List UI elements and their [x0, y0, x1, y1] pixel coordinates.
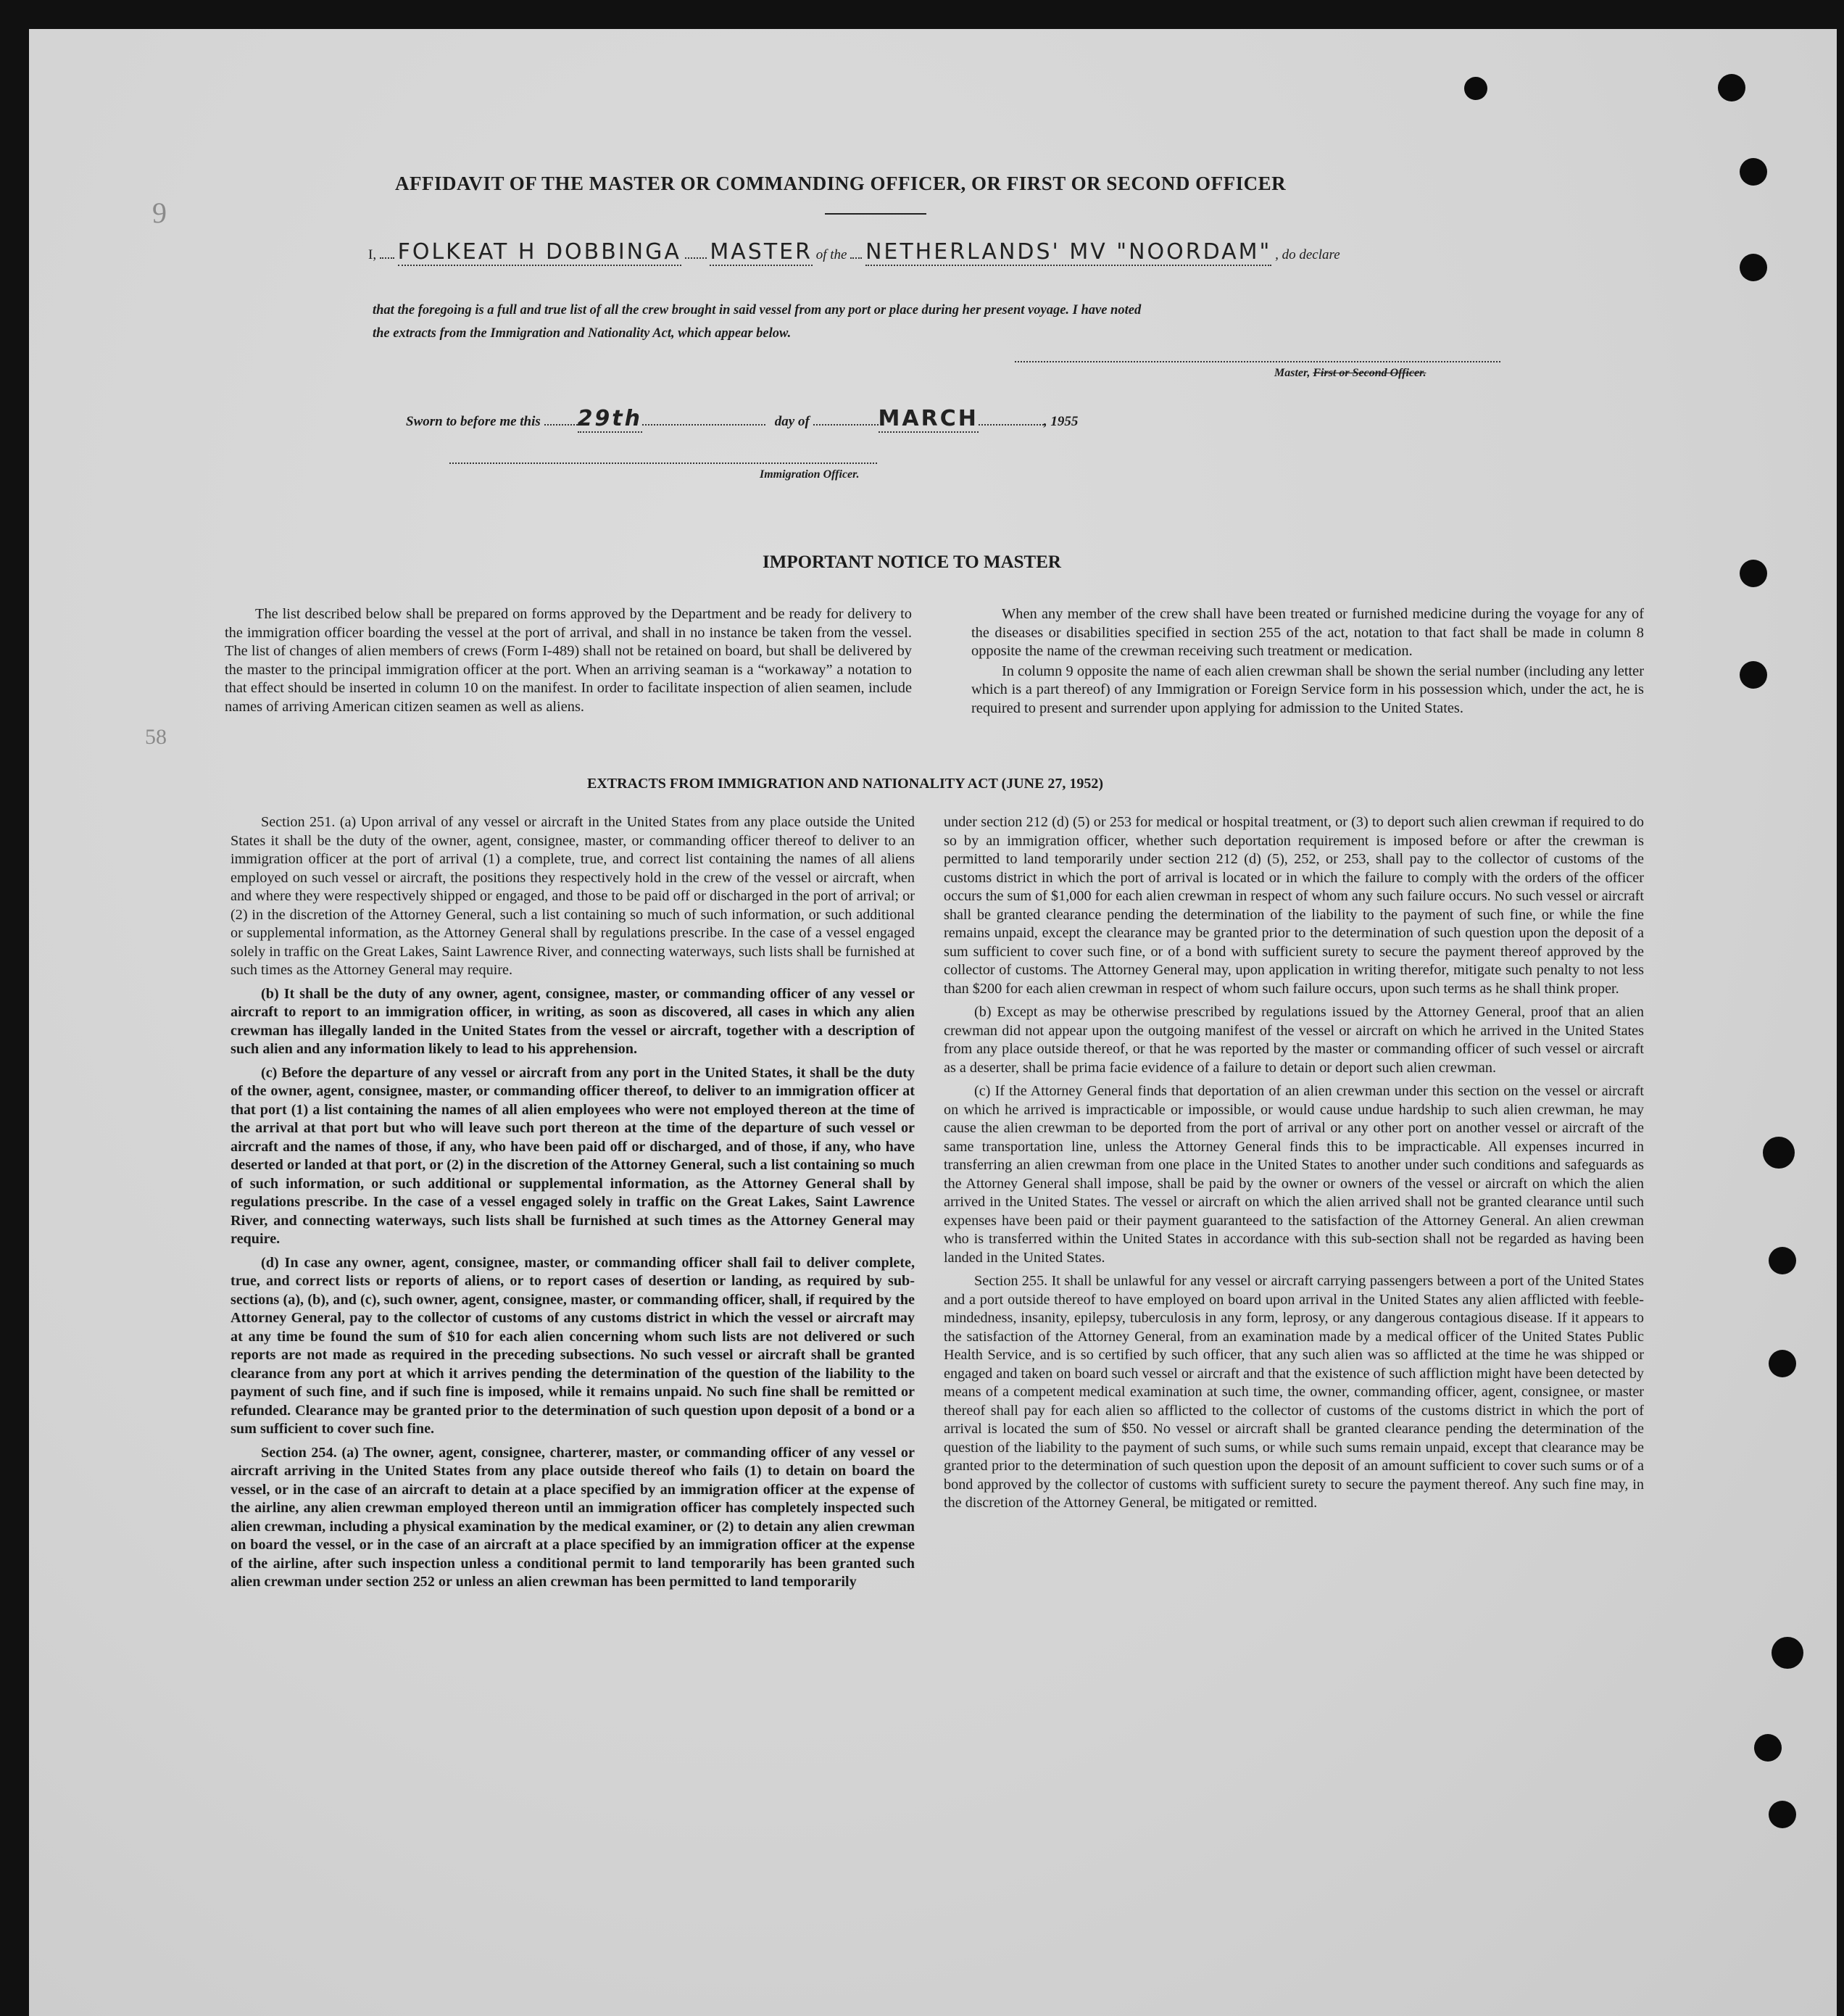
- extracts-right-column: [944, 813, 1644, 1513]
- punch-hole: [1740, 254, 1767, 281]
- punch-hole: [1763, 1137, 1795, 1169]
- sworn-line: [406, 406, 1078, 431]
- bleed-through-mark: 9: [152, 196, 167, 229]
- statement-line-1: that the foregoing is a full and true list of all the crew brought in said vessel from any port or place during her present voyage. I have noted: [373, 303, 1142, 318]
- punch-hole: [1464, 77, 1487, 100]
- extracts-left-column: [230, 813, 915, 1592]
- section-254-a-continued: under section 212 (d) (5) or 253 for medical or hospital treatment, or (3) to deport such alien crewman if required to do so by an immigration officer, whether such deportation requirement is imposed before or after the crewman is permitted to land temporarily under section 212 (d) (5), 252, or 253, shall pay to the collector of customs of the customs district in which the port of arrival is located or in which the failure to comply with the orders of the officer occurs the sum of $1,000 for each alien crewman in respect of whom any such failure occurs. No such vessel or aircraft shall be granted clearance pending the determination of the liability to the payment of such fine, or while the fine remains unpaid, except the clearance may be granted prior to the determination of such question upon the deposit of a sum sufficient to cover such fine, or of a bond with sufficient surety to secure the payment thereof approved by the collector of customs. The Attorney General may, upon application in writing therefor, mitigate such penalty to not less than $200 for each alien crewman in respect of whom such failure occurs, upon such terms as he shall think proper.: [944, 814, 1644, 997]
- punch-hole: [1772, 1637, 1803, 1669]
- notice-left-paragraph: The list described below shall be prepared on forms approved by the Department and be ready for delivery to the immigration officer boarding the vessel at the port of arrival, and shall in no instance be taken from the vessel. The list of changes of alien members of crews (Form I-489) shall not be retained on board, but shall be delivered by the master to the principal immigration officer at the port. When an arriving seaman is a “workaway” a notation to that effect should be inserted in column 10 on the manifest. In order to facilitate inspection of alien seamen, include names of arriving American citizen seamen as well as aliens.: [225, 606, 912, 715]
- caption-master: Master,: [1274, 367, 1311, 379]
- sworn-prefix: Sworn to before me this: [406, 414, 541, 429]
- caption-struck-officer: First or Second Officer.: [1313, 367, 1426, 379]
- punch-hole: [1754, 1734, 1782, 1762]
- declarant-name: FOLKEAT H DOBBINGA: [397, 239, 681, 265]
- notice-right-column: [971, 605, 1644, 718]
- do-declare-label: , do declare: [1275, 247, 1340, 262]
- declare-prefix: I,: [368, 247, 377, 262]
- master-signature-caption: [1274, 367, 1426, 380]
- statement-line-2: the extracts from the Immigration and Nationality Act, which appear below.: [373, 326, 792, 341]
- section-254-c: (c) If the Attorney General finds that deportation of an alien crewman under this section on the vessel or aircraft on which he arrived is impracticable or impossible, or would cause undue hardship to such alien crewman, he may cause the alien crewman to be deported from the port of arrival or any other port on another vessel or aircraft of the same transportation line, unless the Attorney General finds this to be impracticable. All expenses incurred in transferring an alien crewman from one place in the United States to another under such conditions and safeguards as the Attorney General shall impose, shall be paid by the owner or owners of the vessel or aircraft on which the alien arrived in the United States. The vessel or aircraft on which the alien arrived shall not be granted clearance until such expenses have been paid or their payment guaranteed to the satisfaction of the Attorney General. An alien crewman who is transferred within the United States in accordance with this sub-section shall not be regarded as having been landed in the United States.: [944, 1083, 1644, 1266]
- section-251-b: (b) It shall be the duty of any owner, agent, consignee, master, or commanding officer of any vessel or aircraft to report to an immigration officer, in writing, as soon as discovered, all cases in which any alien crewman has illegally landed in the United States from the vessel or aircraft, together with a description of such alien and any information likely to lead to his apprehension.: [230, 985, 915, 1057]
- punch-hole: [1718, 74, 1745, 101]
- punch-hole: [1740, 661, 1767, 689]
- extracts-title: EXTRACTS FROM IMMIGRATION AND NATIONALITY ACT (JUNE 27, 1952): [587, 776, 1104, 792]
- document-page: [29, 29, 1837, 2016]
- punch-hole: [1769, 1350, 1796, 1377]
- officer-signature-line: [449, 462, 877, 464]
- section-251-c: (c) Before the departure of any vessel or aircraft from any port in the United States, it shall be the duty of the owner, agent, consignee, master, or commanding officer thereof, to deliver to an immigration officer at that port (1) a list containing the names of all alien employees who were not employed thereon at the time of the arrival at that port but who will leave such port thereon at the time of the departure of such vessel or aircraft and the names of those, if any, who have been paid off or discharged, and of those, if any, who have deserted or landed at that port, or (2) in the discretion of the Attorney General, such a list containing so much of such information, or such additional or supplemental information, as the Attorney General shall by regulations prescribe. In the case of a vessel engaged solely in traffic on the Great Lakes, Saint Lawrence River, and connecting waterways, such lists shall be furnished at such times as the Attorney General may require.: [230, 1064, 915, 1247]
- notice-left-column: [225, 605, 912, 717]
- sworn-day: 29th: [577, 406, 643, 431]
- of-the-label: of the: [815, 247, 847, 262]
- officer-caption: Immigration Officer.: [760, 468, 860, 481]
- notice-right-paragraph-2: In column 9 opposite the name of each alien crewman shall be shown the serial number (including any letter which is a part thereof) of any Immigration or Foreign Service form in his possession which, under the act, he is required to present and surrender upon applying for admission to the United States.: [971, 663, 1644, 716]
- punch-hole: [1740, 158, 1767, 186]
- notice-right-paragraph-1: When any member of the crew shall have been treated or furnished medicine during the voyage for any of the diseases or disabilities specified in section 255 of the act, notation to that fact shall be made in column 8 opposite the name of the crewman receiving such treatment or medication.: [971, 606, 1644, 660]
- section-255: Section 255. It shall be unlawful for any vessel or aircraft carrying passengers between a port of the United States and a port outside thereof to have employed on board upon arrival in the United States any alien afflicted with feeble-mindedness, insanity, epilepsy, tuberculosis in any form, leprosy, or any dangerous contagious disease. If it appears to the satisfaction of the Attorney General, from an examination made by a medical officer of the United States Public Health Service, and is so certified by such officer, that any such alien was so afflicted at the time he was shipped or engaged and taken on board such vessel or aircraft and that the existence of such affliction might have been detected by means of a competent medical examination at such time, the owner, commanding officer, agent, consignee, or master thereof shall pay for each alien so afflicted to the collector of customs of the customs district in which the port of arrival is located the sum of $50. No vessel or aircraft shall be granted clearance pending the determination of the question of the liability to the payment of such sums, or while such sums remain unpaid, except that clearance may be granted prior to the determination of such question upon the deposit of an amount sufficient to cover such sums or of a bond approved by the collector of customs with sufficient surety to secure the payment thereof. Any such fine may, in the discretion of the Attorney General, be mitigated or remitted.: [944, 1273, 1645, 1511]
- section-254-b: (b) Except as may be otherwise prescribed by regulations issued by the Attorney General, proof that an alien crewman did not appear upon the outgoing manifest of the vessel or aircraft on which he arrived in the United States from any place outside thereof, or that he was reported by the master or commanding officer of such vessel or aircraft as a deserter, shall be prima facie evidence of a failure to detain or deport such alien crewman.: [944, 1004, 1644, 1076]
- master-signature-line: [1015, 361, 1500, 362]
- day-of-label: day of: [774, 414, 810, 429]
- affidavit-title: AFFIDAVIT OF THE MASTER OR COMMANDING OFFICER, OR FIRST OR SECOND OFFICER: [395, 173, 1287, 194]
- notice-title: IMPORTANT NOTICE TO MASTER: [763, 552, 1061, 572]
- declaration-line: [368, 239, 1340, 265]
- sworn-year: , 1955: [1043, 414, 1079, 429]
- punch-hole: [1740, 560, 1767, 587]
- punch-hole: [1769, 1247, 1796, 1274]
- punch-hole: [1769, 1801, 1796, 1828]
- section-254-a: Section 254. (a) The owner, agent, consignee, charterer, master, or commanding officer of any vessel or aircraft arriving in the United States from any place outside thereof who fails (1) to detain on board the vessel, or in the case of an aircraft to detain at a place specified by an immigration officer at the expense of the airline, any alien crewman employed thereon until an immigration officer has completely inspected such alien crewman, including a physical examination by the medical examiner, or (2) to detain any alien crewman on board the vessel, or in the case of an aircraft at a place specified by an immigration officer at the expense of the airline, after such inspection unless a conditional permit to land temporarily has been granted such alien crewman under section 252 or unless an alien crewman has been permitted to land temporarily: [230, 1444, 915, 1590]
- title-underline: [825, 213, 926, 215]
- bleed-through-mark: 58: [145, 725, 167, 749]
- section-251-a: Section 251. (a) Upon arrival of any vessel or aircraft in the United States from any place outside the United States it shall be the duty of the owner, agent, consignee, master, or commanding officer thereof to deliver to an immigration officer at the port of arrival (1) a complete, true, and correct list containing the names of all aliens employed on such vessel or aircraft, the positions they respectively hold in the crew of the vessel or aircraft, when and where they were respectively shipped or engaged, and those to be paid off or discharged in the port of arrival; or (2) in the discretion of the Attorney General, such a list containing so much of such information, or such additional or supplemental information, as the Attorney General shall by regulations prescribe. In the case of a vessel engaged solely in traffic on the Great Lakes, Saint Lawrence River, and connecting waterways, such lists shall be furnished at such times as the Attorney General may require.: [230, 814, 915, 978]
- section-251-d: (d) In case any owner, agent, consignee, master, or commanding officer shall fail to deliver complete, true, and correct lists or reports of aliens, or to report cases of desertion or landing, as required by sub-sections (a), (b), and (c), such owner, agent, consignee, master, or commanding officer, shall, if required by the Attorney General, pay to the collector of customs of any customs district in which the vessel or aircraft may at any time be found the sum of $10 for each alien concerning whom such lists are not delivered or such reports are not made as required in the preceding subsections. No such vessel or aircraft shall be granted clearance from any port at which it arrives pending the determination of the question of the liability to the payment of such fine, and if such fine is imposed, while it remains unpaid. No such fine shall be remitted or refunded. Clearance may be granted prior to the determination of such question upon deposit of a bond or a sum sufficient to cover such fine.: [230, 1254, 915, 1437]
- vessel-name: NETHERLANDS' MV "NOORDAM": [865, 239, 1272, 265]
- declarant-rank: MASTER: [710, 239, 813, 265]
- sworn-month: MARCH: [878, 406, 979, 431]
